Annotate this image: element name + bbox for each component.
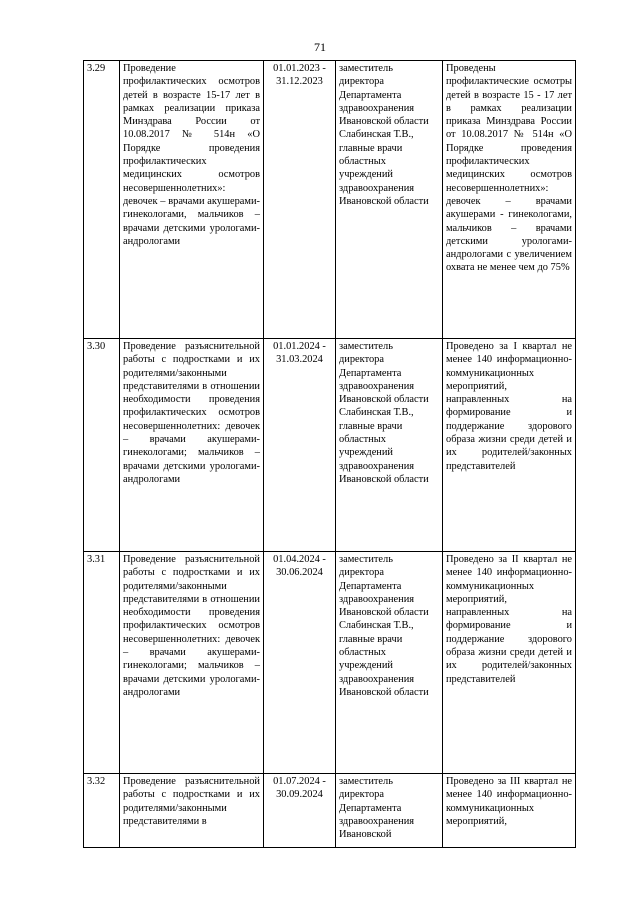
row-number: 3.29	[84, 61, 120, 339]
responsible-text: заместитель директора Департамента здравоохранения Ивановской	[339, 776, 415, 841]
table-row	[84, 61, 576, 339]
period-cell: 01.07.2024 - 30.09.2024	[264, 774, 336, 848]
page-number: 71	[314, 40, 326, 54]
result-cell: Проведено за II квартал не менее 140 информационно-коммуникационных мероприятий, направленных на формирование и поддержание здорового образа жизни среди детей и их родителей/законных представителей	[443, 552, 576, 774]
activity-cell: Проведение разъяснительной работы с подростками и их родителями/законными представителями в отношении необходимости проведения профилактических осмотров несовершеннолетних: девочек – врачами акушерами-гинекологами; мальчиков – врачами детскими урологами-андрологами	[120, 552, 264, 774]
row-number: 3.32	[84, 774, 120, 848]
period-cell: 01.01.2023 - 31.12.2023	[264, 61, 336, 339]
result-cell	[443, 774, 576, 848]
plan-table	[83, 60, 576, 848]
row-number: 3.31	[84, 552, 120, 774]
result-cell: Проведены профилактические осмотры детей в возрасте 15 - 17 лет в рамках реализации приказа Минздрава России от 10.08.2017 № 514н «О Порядке проведения профилактических медицинских осмотров несовершеннолетних»: девочек – врачами акушерами - гинекологами, мальчиков – врачами детскими урологами-андрологами с увеличением охвата не менее чем до 75%	[443, 61, 576, 339]
result-text: Проведено за III квартал не менее 140 информационно-коммуникационных мероприятий,	[446, 776, 572, 827]
responsible-cell	[336, 774, 443, 848]
activity-cell: Проведение профилактических осмотров детей в возрасте 15-17 лет в рамках реализации приказа Минздрава России от 10.08.2017 № 514н «О Порядке проведения профилактических медицинских осмотров несовершеннолетних»: девочек – врачами акушерами-гинекологами, мальчиков – врачами детскими урологами-андрологами	[120, 61, 264, 339]
responsible-cell: заместитель директора Департамента здравоохранения Ивановской области Слабинская Т.В., главные врачи областных учреждений здравоохранения Ивановской области	[336, 339, 443, 552]
activity-cell: Проведение разъяснительной работы с подростками и их родителями/законными представителями в отношении необходимости проведения профилактических осмотров несовершеннолетних: девочек – врачами акушерами-гинекологами; мальчиков – врачами детскими урологами-андрологами	[120, 339, 264, 552]
table-row	[84, 774, 576, 848]
table-row	[84, 339, 576, 552]
responsible-cell: заместитель директора Департамента здравоохранения Ивановской области Слабинская Т.В., главные врачи областных учреждений здравоохранения Ивановской области	[336, 61, 443, 339]
activity-text: Проведение разъяснительной работы с подростками и их родителями/законными представителями в	[123, 776, 260, 827]
period-cell: 01.04.2024 - 30.06.2024	[264, 552, 336, 774]
row-number: 3.30	[84, 339, 120, 552]
table-row	[84, 552, 576, 774]
period-cell: 01.01.2024 - 31.03.2024	[264, 339, 336, 552]
result-cell: Проведено за I квартал не менее 140 информационно-коммуникационных мероприятий, направленных на формирование и поддержание здорового образа жизни среди детей и их родителей/законных представителей	[443, 339, 576, 552]
responsible-cell: заместитель директора Департамента здравоохранения Ивановской области Слабинская Т.В., главные врачи областных учреждений здравоохранения Ивановской области	[336, 552, 443, 774]
activity-cell	[120, 774, 264, 848]
